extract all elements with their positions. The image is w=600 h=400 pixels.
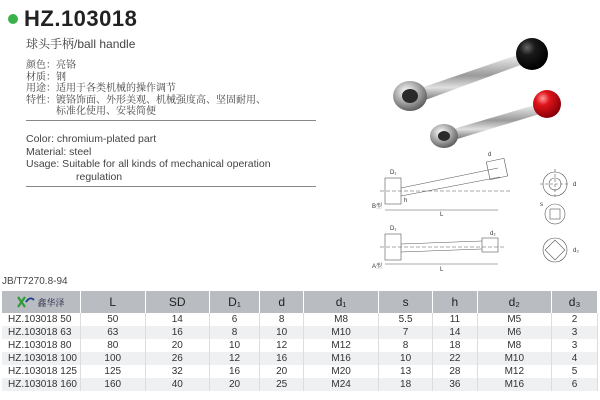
drawing-type-b-end — [540, 169, 570, 224]
table-cell: 7 — [378, 326, 432, 339]
spec-usage-cn: 用途：适用于各类机械的操作调节 — [26, 83, 176, 94]
table-cell: 8 — [260, 313, 304, 326]
product-subtitle: 球头手柄/ball handle — [26, 37, 136, 51]
table-cell: 125 — [81, 365, 146, 378]
table-cell: 40 — [145, 378, 209, 391]
table-cell: M5 — [477, 313, 552, 326]
product-model: HZ.103018 — [24, 6, 138, 31]
black-knob-handle — [393, 38, 548, 111]
spec-material-cn: 材质：钢 — [26, 71, 66, 83]
title-row — [8, 6, 137, 32]
spec-usage-en: Usage: Suitable for all kinds of mechanical operation — [26, 158, 271, 170]
table-cell: M6 — [477, 326, 552, 339]
table-cell: 13 — [378, 365, 432, 378]
table-cell: 3 — [552, 339, 598, 352]
table-cell: M16 — [304, 352, 379, 365]
table-row — [2, 352, 598, 365]
spec-feature-cont-cn: 标准化使用、安装简便 — [26, 106, 156, 117]
table-cell: 8 — [378, 339, 432, 352]
table-cell: 25 — [260, 378, 304, 391]
header-h: h — [433, 291, 477, 313]
table-cell: 160 — [81, 378, 146, 391]
table-cell: 2 — [552, 313, 598, 326]
table-cell: 32 — [145, 365, 209, 378]
table-cell: 4 — [552, 352, 598, 365]
spec-material-en: Material: steel — [26, 145, 92, 158]
table-cell: 12 — [260, 339, 304, 352]
spec-color-cn: 颜色：亮铬 — [26, 60, 76, 71]
table-cell: M24 — [304, 378, 379, 391]
table-cell: 8 — [210, 326, 260, 339]
specs-en — [26, 133, 271, 183]
specs-cn — [26, 60, 266, 118]
dim-d-b: d — [488, 152, 492, 158]
table-cell: 36 — [433, 378, 477, 391]
dim-d2-a: d₂ — [490, 231, 496, 237]
dim-h-b: h — [404, 198, 408, 204]
table-cell: 18 — [433, 339, 477, 352]
table-cell: 63 — [81, 326, 146, 339]
table-row — [2, 339, 598, 352]
table-cell: 22 — [433, 352, 477, 365]
dim-d1-b: D₁ — [390, 170, 397, 176]
dim-s-end: s — [540, 202, 543, 208]
table-cell: 10 — [378, 352, 432, 365]
table-cell: 3 — [552, 326, 598, 339]
table-cell-model: HZ.103018 125 — [2, 365, 81, 378]
header-d1-upper: D₁ — [210, 291, 260, 313]
header-s: s — [378, 291, 432, 313]
table-cell: 20 — [145, 339, 209, 352]
dim-d1-a: D₁ — [390, 226, 397, 232]
header-d3: d₃ — [552, 291, 598, 313]
standard-code: JB/T7270.8-94 — [2, 276, 68, 287]
label-type-a: A型 — [372, 264, 383, 270]
drawing-type-a — [380, 234, 505, 264]
dim-l-b: L — [440, 212, 444, 218]
brand-logo-icon — [17, 295, 35, 309]
dim-d-end: d — [573, 182, 577, 188]
table-cell: 6 — [552, 378, 598, 391]
table-cell: 14 — [145, 313, 209, 326]
table-cell: 11 — [433, 313, 477, 326]
table-cell: M20 — [304, 365, 379, 378]
table-cell: 10 — [210, 339, 260, 352]
table-cell: 80 — [81, 339, 146, 352]
table-row — [2, 378, 598, 391]
table-cell: M12 — [304, 339, 379, 352]
table-body — [2, 313, 598, 391]
spec-usage-cont-en: regulation — [76, 170, 123, 183]
technical-drawing — [370, 150, 595, 272]
brand-name: 鑫华泽 — [37, 297, 65, 308]
header-d: d — [260, 291, 304, 313]
brand-header — [2, 291, 81, 313]
bullet-icon — [8, 14, 18, 24]
table-cell: M16 — [477, 378, 552, 391]
label-type-b: B型 — [372, 204, 383, 210]
table-cell: 14 — [433, 326, 477, 339]
table-cell: M8 — [304, 313, 379, 326]
header-l: L — [81, 291, 146, 313]
table-cell-model: HZ.103018 160 — [2, 378, 81, 391]
table-header-row — [2, 291, 598, 313]
table-cell: 16 — [210, 365, 260, 378]
table-row — [2, 313, 598, 326]
table-cell: 100 — [81, 352, 146, 365]
table-cell-model: HZ.103018 63 — [2, 326, 81, 339]
table-cell: 10 — [260, 326, 304, 339]
header-d1: d₁ — [304, 291, 379, 313]
table-cell: 26 — [145, 352, 209, 365]
table-cell: 5.5 — [378, 313, 432, 326]
table-cell-model: HZ.103018 50 — [2, 313, 81, 326]
table-cell: 20 — [210, 378, 260, 391]
table-cell: 12 — [210, 352, 260, 365]
spec-table — [2, 291, 598, 391]
divider-bottom — [26, 186, 316, 187]
table-cell-model: HZ.103018 100 — [2, 352, 81, 365]
product-photo — [380, 30, 580, 155]
table-cell: 16 — [260, 352, 304, 365]
table-row — [2, 326, 598, 339]
dim-d3-end: d₃ — [573, 248, 579, 254]
drawing-type-b — [380, 158, 510, 210]
table-cell-model: HZ.103018 80 — [2, 339, 81, 352]
spec-feature-cn: 特性：镀铬饰面、外形美观、机械强度高、坚固耐用、 — [26, 94, 266, 106]
table-cell: 16 — [145, 326, 209, 339]
table-row — [2, 365, 598, 378]
drawing-type-a-end — [543, 238, 567, 262]
red-knob-handle — [430, 90, 561, 148]
header-sd: SD — [145, 291, 209, 313]
table-cell: 18 — [378, 378, 432, 391]
table-cell: M12 — [477, 365, 552, 378]
table-cell: 20 — [260, 365, 304, 378]
table-cell: M10 — [304, 326, 379, 339]
table-cell: 50 — [81, 313, 146, 326]
divider-top — [26, 120, 316, 121]
dim-l-a: L — [440, 267, 444, 272]
table-cell: 5 — [552, 365, 598, 378]
header-d2: d₂ — [477, 291, 552, 313]
table-cell: 28 — [433, 365, 477, 378]
table-cell: 6 — [210, 313, 260, 326]
table-cell: M10 — [477, 352, 552, 365]
spec-color-en: Color: chromium-plated part — [26, 133, 157, 145]
table-cell: M8 — [477, 339, 552, 352]
